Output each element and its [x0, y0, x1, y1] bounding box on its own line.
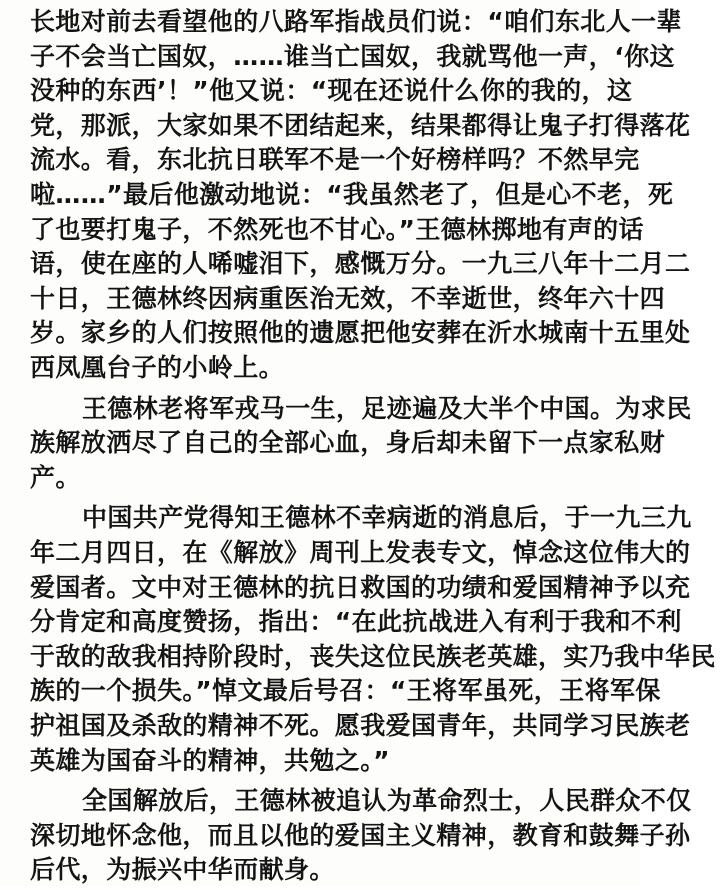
text-line: 爱国者。文中对王德林的抗日救国的功绩和爱国精神予以充	[30, 573, 691, 602]
text-line: 啦……”最后他激动地说：“我虽然老了，但是心不老，死	[30, 180, 674, 209]
text-line: 长地对前去看望他的八路军指战员们说：“咱们东北人一辈	[30, 7, 682, 36]
text-line: 流水。看，东北抗日联军不是一个好榜样吗？不然早完	[30, 145, 640, 174]
text-line: 于敌的敌我相持阶段时，丧失这位民族老英雄，实乃我中华民	[30, 642, 716, 671]
text-line: 十日，王德林终因病重医治无效，不幸逝世，终年六十四	[30, 284, 666, 313]
text-line: 王德林老将军戎马一生，足迹遍及大半个中国。为求民	[82, 394, 692, 423]
text-line: 族的一个损失。”悼文最后号召：“王将军虽死，王将军保	[30, 676, 661, 705]
text-line: 语，使在座的人唏嘘泪下，感慨万分。一九三八年十二月二	[30, 249, 691, 278]
text-line: 后代，为振兴中华而献身。	[30, 855, 335, 884]
text-line: 子不会当亡国奴，……谁当亡国奴，我就骂他一声，‘你这	[30, 42, 675, 71]
text-line: 全国解放后，王德林被追认为革命烈士，人民群众不仅	[82, 786, 692, 815]
text-line: 岁。家乡的人们按照他的遗愿把他安葬在沂水城南十五里处	[30, 318, 691, 347]
text-line: 族解放洒尽了自己的全部心血，身后却未留下一点家私财	[30, 428, 666, 457]
text-line: 产。	[30, 463, 81, 492]
text-line: 西凤凰台子的小岭上。	[30, 353, 285, 382]
text-line: 没种的东西’！”他又说：“现在还说什么你的我的，这	[30, 76, 633, 105]
text-line: 了也要打鬼子，不然死也不甘心。”王德林掷地有声的话	[30, 215, 644, 244]
text-line: 英雄为国奋斗的精神，共勉之。”	[30, 746, 390, 775]
text-line: 党，那派，大家如果不团结起来，结果都得让鬼子打得落花	[30, 111, 691, 140]
text-line: 分肯定和高度赞扬，指出：“在此抗战进入有利于我和不利	[30, 607, 682, 636]
text-line: 年二月四日，在《解放》周刊上发表专文，悼念这位伟大的	[30, 538, 691, 567]
text-line: 中国共产党得知王德林不幸病逝的消息后，于一九三九	[82, 503, 692, 532]
text-line: 护祖国及杀敌的精神不死。愿我爱国青年，共同学习民族老	[30, 711, 691, 740]
text-line: 深切地怀念他，而且以他的爱国主义精神，教育和鼓舞子孙	[30, 821, 691, 850]
